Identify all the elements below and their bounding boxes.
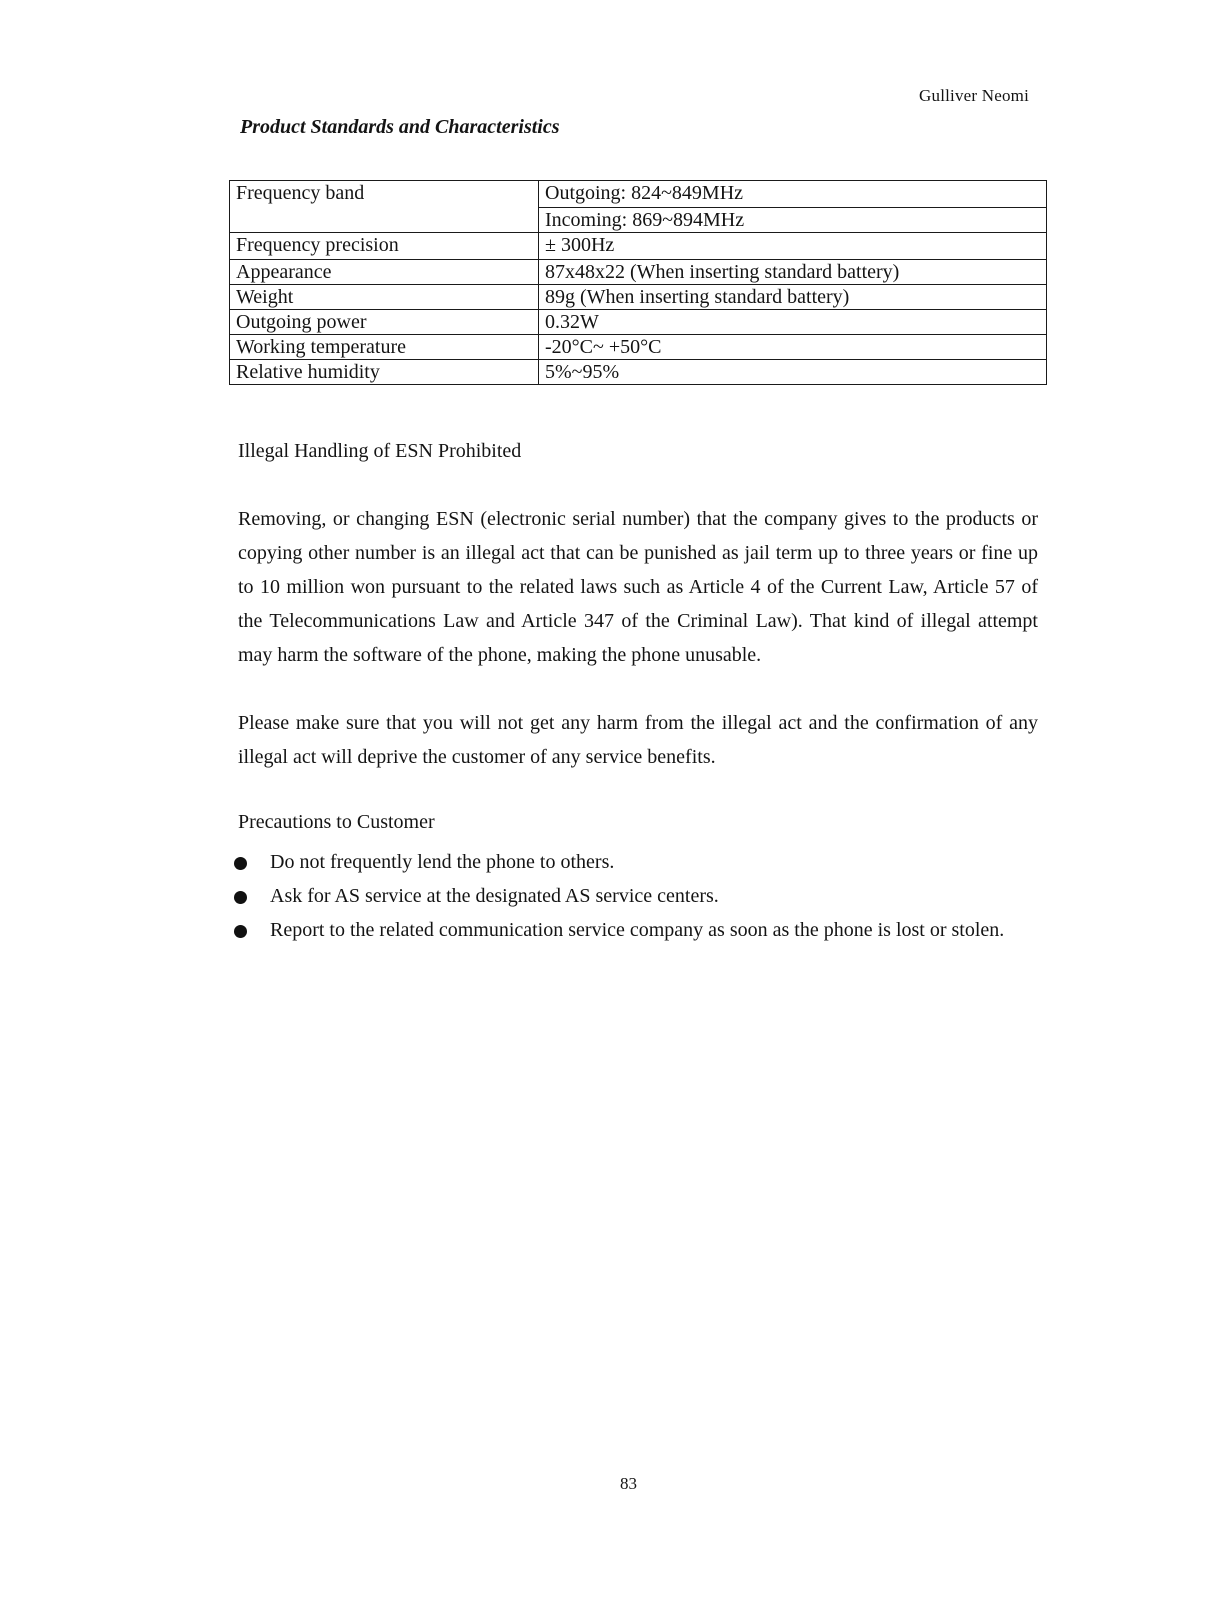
precaution-text: Ask for AS service at the designated AS service centers. (270, 885, 719, 907)
table-row (230, 310, 1047, 335)
bullet-icon (234, 925, 247, 938)
spec-label: Frequency band (230, 181, 539, 208)
precaution-text: Report to the related communication service company as soon as the phone is lost or stolen. (270, 919, 1005, 941)
spec-value: 87x48x22 (When inserting standard battery) (539, 260, 1047, 285)
spec-label (230, 208, 539, 233)
spec-value: 5%~95% (539, 360, 1047, 385)
spec-label: Appearance (230, 260, 539, 285)
section-title: Product Standards and Characteristics (240, 116, 560, 138)
bullet-icon (234, 891, 247, 904)
list-item (232, 879, 1038, 913)
spec-value: Outgoing: 824~849MHz (539, 181, 1047, 208)
spec-value: Incoming: 869~894MHz (539, 208, 1047, 233)
spec-label: Weight (230, 285, 539, 310)
table-row (230, 181, 1047, 208)
list-item (232, 913, 1038, 947)
table-row (230, 233, 1047, 260)
precaution-text: Do not frequently lend the phone to others. (270, 851, 615, 873)
spec-label: Relative humidity (230, 360, 539, 385)
esn-paragraph: Removing, or changing ESN (electronic serial number) that the company gives to the products or copying other number is an illegal act that can be punished as jail term up to three years or fine up to 10 million won pursuant to the related laws such as Article 4 of the Current Law, Article 57 of the Telecommunications Law and Article 347 of the Criminal Law). That kind of illegal attempt may harm the software of the phone, making the phone unusable. (238, 508, 1038, 666)
esn-paragraph-benefits: Please make sure that you will not get any harm from the illegal act and the confirmation of any illegal act will deprive the customer of any service benefits. (238, 712, 1038, 768)
spec-table (229, 180, 1047, 385)
spec-value: -20°C~ +50°C (539, 335, 1047, 360)
table-row (230, 260, 1047, 285)
spec-label: Frequency precision (230, 233, 539, 260)
spec-value: ± 300Hz (539, 233, 1047, 260)
precautions-list (232, 845, 1038, 947)
table-row (230, 285, 1047, 310)
spec-value: 89g (When inserting standard battery) (539, 285, 1047, 310)
bullet-icon (234, 857, 247, 870)
precautions-heading: Precautions to Customer (238, 811, 435, 833)
spec-label: Working temperature (230, 335, 539, 360)
list-item (232, 845, 1038, 879)
esn-heading: Illegal Handling of ESN Prohibited (238, 440, 522, 462)
header-author: Gulliver Neomi (919, 86, 1029, 105)
table-row (230, 360, 1047, 385)
table-row (230, 208, 1047, 233)
page-number: 83 (620, 1474, 637, 1493)
spec-label: Outgoing power (230, 310, 539, 335)
spec-value: 0.32W (539, 310, 1047, 335)
table-row (230, 335, 1047, 360)
